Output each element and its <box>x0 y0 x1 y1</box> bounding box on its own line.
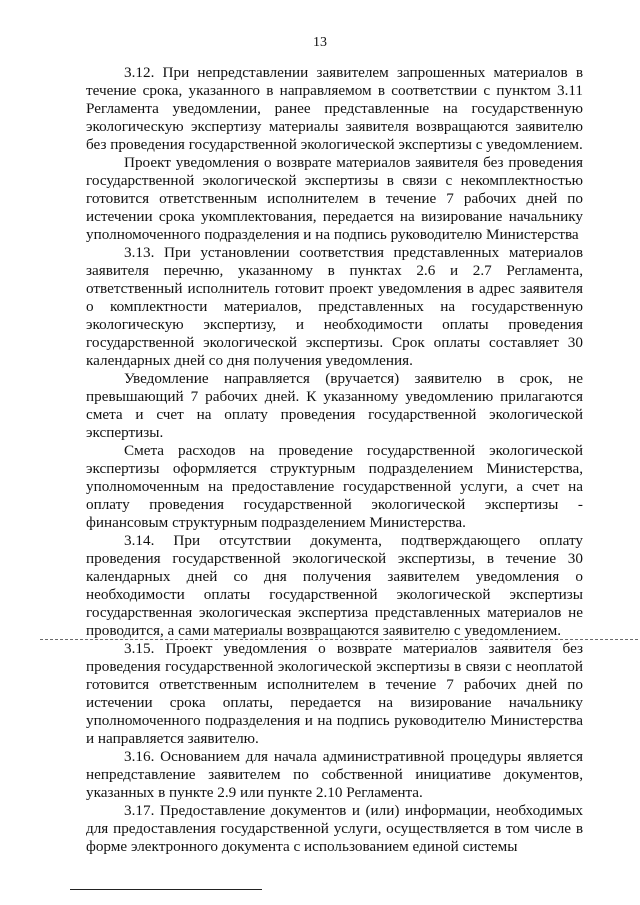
document-body <box>86 64 583 856</box>
paragraph-cost-estimate: Смета расходов на проведение государственной экологической экспертизы оформляется структурным подразделением Министерства, уполномоченным на предоставление государственной услуги, а счет на оплату проведения государственной экологической экспертизы - финансовым структурным подразделением Министерства. <box>86 442 583 531</box>
paragraph-return-notice-incomplete: Проект уведомления о возврате материалов заявителя без проведения государственной экологической экспертизы в связи с некомплектностью готовится ответственным исполнителем в течение 7 рабочих дней по истечении срока укомплектования, передается на визирование начальнику уполномоченного подразделения и на подпись руководителю Министерства <box>86 154 583 243</box>
paragraph-3-16: 3.16. Основанием для начала административной процедуры является непредставление заявителем по собственной инициативе документов, указанных в пункте 2.9 или пункте 2.10 Регламента. <box>86 748 583 801</box>
paragraph-3-13: 3.13. При установлении соответствия представленных материалов заявителя перечню, указанному в пунктах 2.6 и 2.7 Регламента, ответственный исполнитель готовит проект уведомления в адрес заявителя о комплектности материалов, представленных на государственную экологическую экспертизу, и необходимости оплаты проведения государственной экологической экспертизы. Срок оплаты составляет 30 календарных дней со дня получения уведомления. <box>86 244 583 369</box>
footnote-separator <box>70 889 262 890</box>
scan-artifact-line <box>40 639 638 640</box>
paragraph-3-15: 3.15. Проект уведомления о возврате материалов заявителя без проведения государственной экологической экспертизы в связи с неоплатой готовится ответственным исполнителем в течение 7 рабочих дней по истечении срока оплаты, передается на визирование начальнику уполномоченного подразделения и на подпись руководителю Министерства и направляется заявителю. <box>86 640 583 747</box>
paragraph-3-14: 3.14. При отсутствии документа, подтверждающего оплату проведения государственной экологической экспертизы, в течение 30 календарных дней со дня получения заявителем уведомления о необходимости оплаты государственной экологической экспертизы государственная экологическая экспертиза представленных материалов не проводится, а сами материалы возвращаются заявителю с уведомлением. <box>86 532 583 639</box>
paragraph-notice-delivery: Уведомление направляется (вручается) заявителю в срок, не превышающий 7 рабочих дней. К указанному уведомлению прилагаются смета и счет на оплату проведения государственной экологической экспертизы. <box>86 370 583 441</box>
paragraph-3-17: 3.17. Предоставление документов и (или) информации, необходимых для предоставления государственной услуги, осуществляется в том числе в форме электронного документа с использованием единой системы <box>86 802 583 855</box>
paragraph-3-12: 3.12. При непредставлении заявителем запрошенных материалов в течение срока, указанного в направляемом в соответствии с пунктом 3.11 Регламента уведомлении, ранее представленные на государственную экологическую экспертизу материалы заявителя возвращаются заявителю без проведения государственной экологической экспертизы с уведомлением. <box>86 64 583 153</box>
page-number: 13 <box>313 35 327 50</box>
